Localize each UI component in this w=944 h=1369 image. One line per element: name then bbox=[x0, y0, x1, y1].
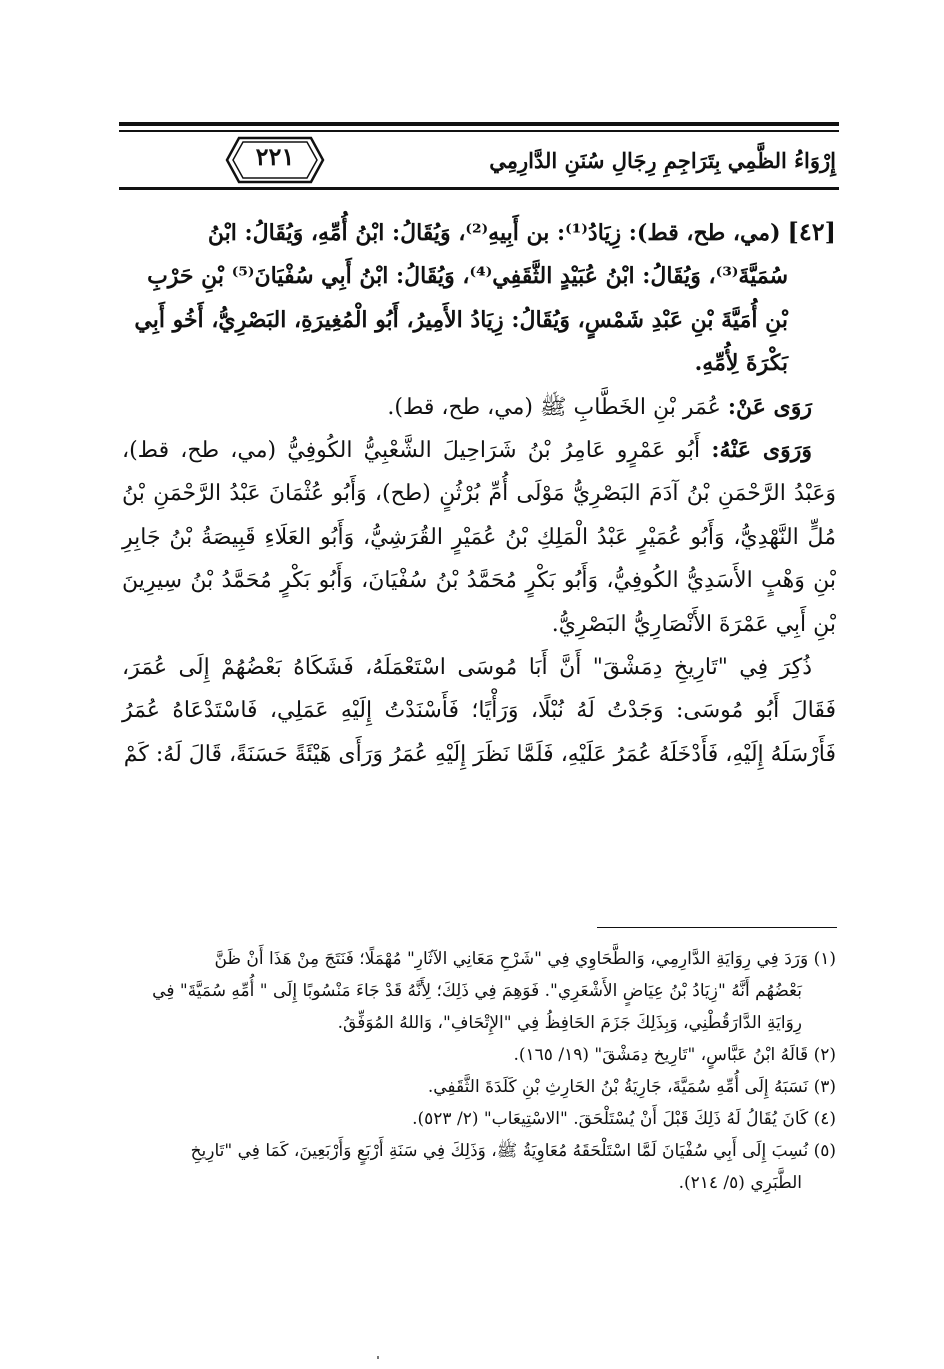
footnote-line: رِوَايَةِ الدَّارَقُطْنِي، وَبِذَلِكَ جَزَمَ الحَافِظُ فِي "الإِتْحَافِ"، وَاللهُ المُوَفِّقُ. bbox=[337, 1013, 802, 1033]
footnote-line: (٥) نُسِبَ إِلَى أَبِي سُفْيَانَ لَمَّا اسْتَلْحَقَهُ مُعَاوِيَةُ ﷺ، وَذَلِكَ فِي سَنَةِ أَرْبَعٍ وَأَرْبَعِينَ، كَمَا فِي "تَارِيخِ bbox=[190, 1141, 836, 1161]
narrated-from-text: عُمَر بْنِ الخَطَّابِ ﷺ (مي، طح، قط). bbox=[387, 394, 721, 420]
footnote-line: (٤) كَانَ يُقَالُ لَهُ ذَلِكَ قَبْلَ أَنْ يُسْتَلْحَقَ. "الاسْتِيعَاب" (٢/ ٥٢٣). bbox=[412, 1109, 836, 1129]
page-number-badge bbox=[225, 136, 325, 184]
entry-heading-line: (مي، طح، قط): زِيَادُ⁽¹⁾: بن أَبِيهِ⁽²⁾، وَيُقَالُ: ابْنُ أُمِّهِ، وَيُقَالُ: ابْنُ bbox=[207, 220, 781, 246]
running-title: إِرْوَاءُ الظَّمِي بِتَرَاجِمِ رِجَالِ سُنَنِ الدَّارِمِي bbox=[489, 148, 836, 173]
entry-number: [٤٢] bbox=[787, 217, 836, 246]
footnote-line: بَعْضُهُم أَنَّهُ "زِيَادُ بْنُ عِيَاضٍ الأَشْعَرِي". فَوَهِمَ فِي ذَلِكَ؛ لِأَنَّهُ قَدْ جَاءَ مَنْسُوبًا إِلَى " أُمِّهِ سُمَيَّةَ" فِي bbox=[152, 981, 802, 1001]
page-number: ٢٢١ bbox=[255, 142, 295, 171]
header-rule-thick bbox=[119, 122, 839, 126]
footnote-line: (١) وَرَدَ فِي رِوَايَةِ الدَّارِمِي، وَالطَّحَاوِي فِي "شَرْحِ مَعَانِي الآثَارِ" مُهْمَلًا؛ فَنَتَجَ مِنْ هَذَا أَنْ ظَنَّ bbox=[214, 949, 836, 969]
narrated-from-label: رَوَى عَنْ: bbox=[727, 393, 812, 420]
entry-heading-line: سُمَيَّةَ⁽³⁾، وَيُقَالُ: ابْنُ عُبَيْدٍ الثَّقَفِي⁽⁴⁾، وَيُقَالُ: ابْنُ أَبِي سُفْيَانَ⁽⁵⁾ بْنِ حَرْبِ bbox=[147, 263, 788, 290]
entry-heading-line: بْنِ أُمَيَّةَ بْنِ عَبْدِ شَمْسٍ، وَيُقَالُ: زِيَادُ الأَمِيرُ، أَبُو الْمُغِيرَةِ، البَصْرِيُّ، أَخُو أَبِي bbox=[134, 306, 788, 333]
narrators-label: وَرَوَى عَنْهُ: bbox=[711, 437, 812, 464]
narrative-paragraph: ذُكِرَ فِي "تَارِيخِ دِمَشْقَ" أَنَّ أَبَا مُوسَى اسْتَعْمَلَهُ، فَشَكَاهُ بَعْضُهُمْ إِلَى عُمَرَ، فَقَالَ أَبُو مُوسَى: وَجَدْتُ لَهُ نُبْلًا، وَرَأْيًا؛ فَأَسْنَدْتُ إِلَيْهِ عَمَلِي، فَاسْتَدْعَاهُ عُمَرُ فَأَرْسَلَهُ إِلَيْهِ، فَأَدْخَلَهُ عُمَرُ عَلَيْهِ، فَلَمَّا نَظَرَ إِلَيْهِ عُمَرُ وَرَأَى هَيْئَةً حَسَنَةً، قَالَ لَهُ: كَمْ bbox=[122, 655, 836, 767]
scan-speck bbox=[377, 1356, 379, 1359]
entry-first-line bbox=[122, 210, 836, 255]
narrators-text: أَبُو عَمْرٍو عَامِرُ بْنُ شَرَاحِيلَ الشَّعْبِيُّ الكُوفِيُّ (مي، طح، قط)، وَعَبْدُ الرَّحْمَنِ بْنُ آدَمَ البَصْرِيُّ مَوْلَى أُمِّ بُرْثُنٍ (طح)، وَأَبُو عُثْمَانَ عَبْدُ الرَّحْمَنِ بْنُ مُلٍّ النَّهْدِيُّ، وَأَبُو عُمَيْرٍ عَبْدُ الْمَلِكِ بْنُ عُمَيْرٍ القُرَشِيُّ، وَأَبُو العَلَاءِ قَبِيصَةُ بْنُ جَابِرِ بْنِ وَهْبٍ الأَسَدِيُّ الكُوفِيُّ، وَأَبُو بَكْرٍ مُحَمَّدُ بْنُ سُفْيَانَ، وَأَبُو بَكْرٍ مُحَمَّدُ بْنُ سِيرِينَ بْنِ أَبِي عَمْرَةَ الأَنْصَارِيُّ البَصْرِيُّ. bbox=[122, 438, 836, 637]
narrators-paragraph bbox=[122, 429, 836, 646]
narrated-from-paragraph bbox=[122, 386, 836, 429]
footnote-line: (٢) قَالَهُ ابْنُ عَبَّاسٍ، "تَارِيخ دِمَشْقَ" (١٩/ ١٦٥). bbox=[513, 1045, 836, 1065]
footnotes bbox=[122, 943, 836, 1199]
footnote-line: الطَّبَرِي (٥/ ٢١٤). bbox=[678, 1173, 802, 1193]
entry-heading-line: بَكْرَةَ لِأُمِّهِ. bbox=[694, 350, 788, 377]
footnote-separator bbox=[597, 927, 837, 928]
footnote-line: (٣) نَسَبَهُ إِلَى أُمِّهِ سُمَيَّةَ، جَارِيَةُ بْنُ الحَارِثِ بْنِ كَلَدَةَ الثَّقَفِي. bbox=[427, 1077, 836, 1097]
main-text bbox=[122, 210, 836, 776]
header-rule-bottom bbox=[119, 187, 839, 190]
header-rule-thin bbox=[119, 130, 839, 132]
